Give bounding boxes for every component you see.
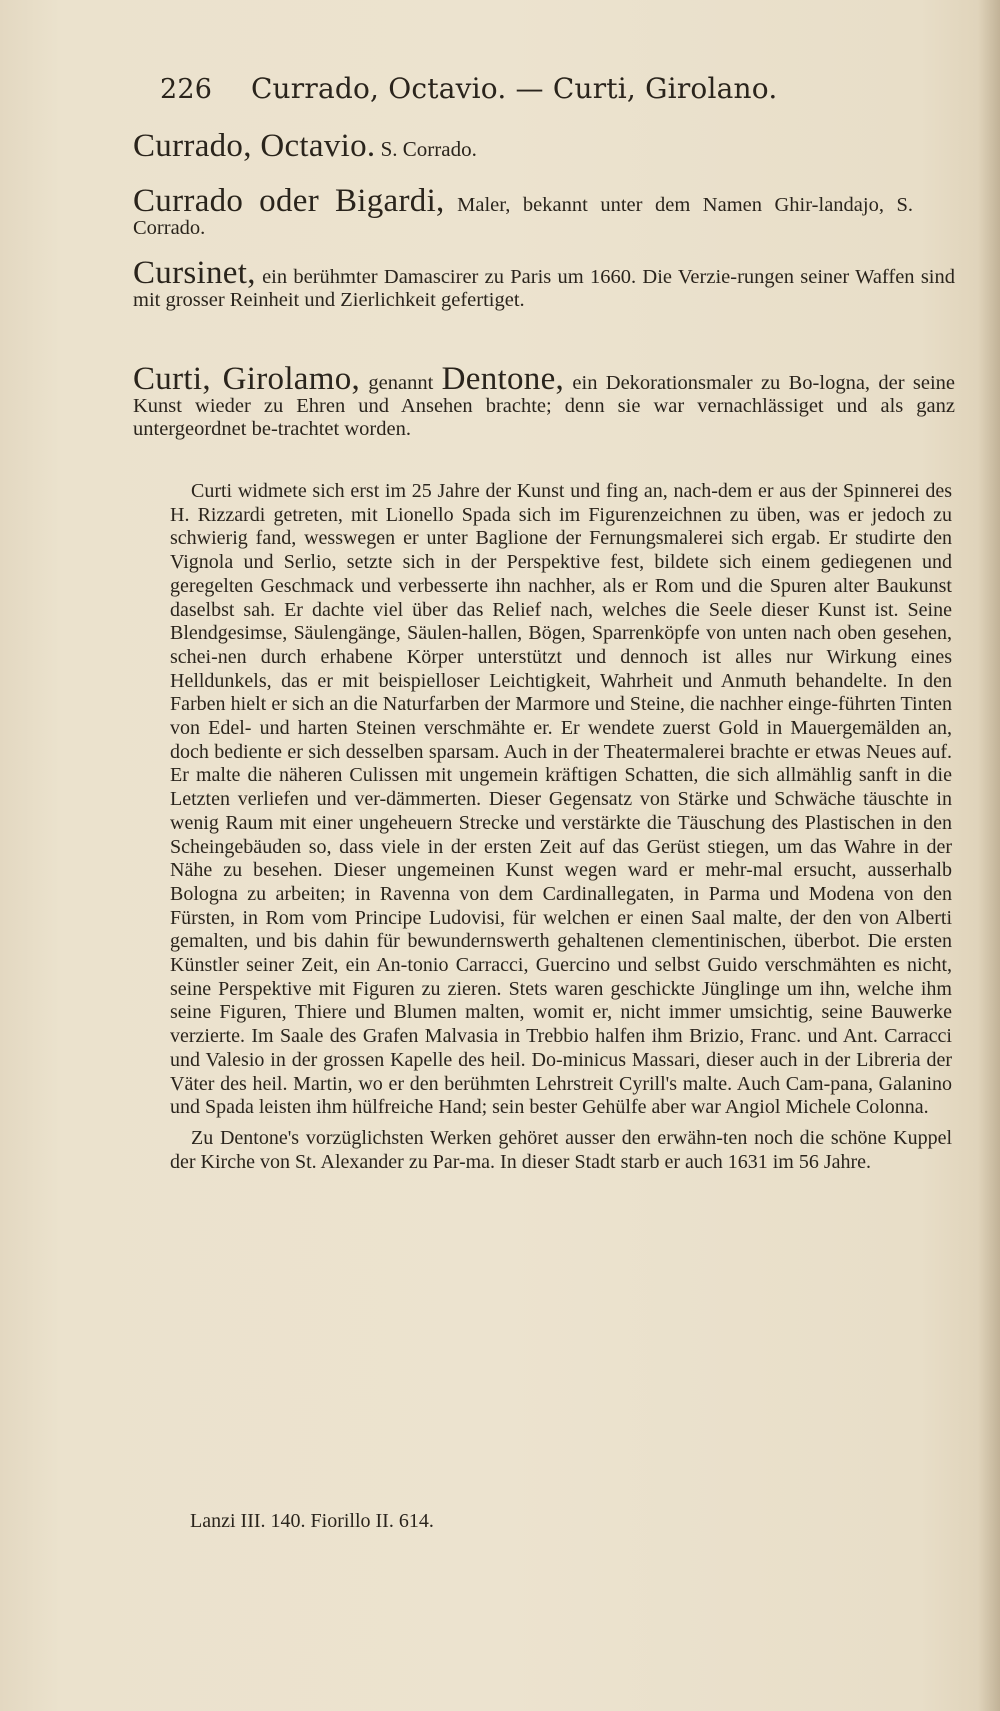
entry-text: ein Dekorationsmaler zu Bo-logna, der seine Kunst wieder zu Ehren und Ansehen brachte; denn sie war vernachlässiget und als ganz untergeordnet be-trachtet worden. xyxy=(133,372,955,440)
entry-body xyxy=(170,480,952,1174)
entry-headword: Curti, Girolamo, xyxy=(133,361,361,397)
page-edge-shadow xyxy=(978,0,1000,1711)
entry-currado-bigardi xyxy=(133,183,914,240)
entry-text-genannt: genannt xyxy=(368,372,434,394)
body-paragraph-1: Curti widmete sich erst im 25 Jahre der Kunst und fing an, nach-dem er aus der Spinnerei des H. Rizzardi getreten, mit Lionello Spada sich im Figurenzeichnen zu üben, was er jedoch zu schwierig fand, wesswegen er unter Baglione der Fernungsmalerei sich ergab. Er studirte den Vignola und Serlio, setzte sich in der Perspektive fest, bildete sich einem gediegenen und geregelten Geschmack und verbesserte ihn nachher, als er Rom und die Spuren alter Baukunst daselbst sah. Er dachte viel über das Relief nach, welches die Seele dieser Kunst ist. Seine Blendgesimse, Säulengänge, Säulen-hallen, Bögen, Sparrenköpfe von unten nach oben gesehen, schei-nen durch erhabene Körper unterstützt und dennoch ist alles nur Wirkung eines Helldunkels, das er mit beispielloser Leichtigkeit, Wahrheit und Anmuth behandelte. In den Farben hielt er sich an die Naturfarben der Marmore und Steine, die nachher einge-führten Tinten von Edel- und harten Steinen verschmähte er. Er wendete zuerst Gold in Mauergemälden an, doch bediente er sich desselben sparsam. Auch in der Theatermalerei brachte er etwas Neues auf. Er malte die näheren Culissen mit ungemein kräftigen Schatten, die sich allmählig sanft in die Letzten verliefen und ver-dämmerten. Dieser Gegensatz von Stärke und Schwäche täuschte in wenig Raum mit einer ungeheuern Strecke und verstärkte die Täuschung des Plastischen in den Scheingebäuden so, dass viele in der ersten Zeit auf das Gerüst stiegen, um das Wahre in der Nähe zu besehen. Dieser ungemeinen Kunst wegen ward er mehr-mal ersucht, ausserhalb Bologna zu arbeiten; in Ravenna von dem Cardinallegaten, in Parma und Modena von den Fürsten, in Rom vom Principe Ludovisi, für welchen er einen Saal malte, der den von Alberti gemalten, und bis dahin für bewundernswerth gehaltenen clementinischen, überbot. Die ersten Künstler seiner Zeit, ein An-tonio Carracci, Guercino und selbst Guido verschmähten es nicht, seine Perspektive mit Figuren zu zieren. Stets waren geschickte Jünglinge um ihn, welche ihm seine Figuren, Thiere und Blumen malten, womit er, nicht immer umsichtig, seine Bauwerke verzierte. Im Saale des Grafen Malvasia in Trebbio halfen ihm Brizio, Franc. und Ant. Carracci und Valesio in der grossen Kapelle des heil. Do-minicus Massari, dieser auch in der Libreria der Väter des heil. Martin, wo er den berühmten Lehrstreit Cyrill's malte. Auch Cam-pana, Galanino und Spada leisten ihm hülfreiche Hand; sein bester Gehülfe aber war Angiol Michele Colonna. xyxy=(170,480,952,1119)
citation: Lanzi III. 140. Fiorillo II. 614. xyxy=(190,1510,434,1532)
entry-curti-girolamo xyxy=(133,361,955,441)
entry-headword: Cursinet, xyxy=(133,255,256,291)
header-title: Currado, Octavio. — Curti, Girolano. xyxy=(250,72,778,105)
entry-cursinet xyxy=(133,255,956,312)
entry-headword-alias: Dentone, xyxy=(441,361,565,397)
entry-text: S. Corrado. xyxy=(380,137,477,161)
page-number: 226 xyxy=(160,74,213,105)
entry-currado-octavio xyxy=(133,128,953,164)
entry-headword: Currado, Octavio. xyxy=(133,128,376,164)
entry-text: ein berühmter Damascirer zu Paris um 1660. Die Verzie-rungen seiner Waffen sind mit grosser Reinheit und Zierlichkeit gefertiget. xyxy=(133,266,956,311)
entry-text: Maler, bekannt unter dem Namen Ghir-landajo, S. Corrado. xyxy=(133,194,914,239)
running-header xyxy=(160,72,920,105)
entry-headword: Currado oder Bigardi, xyxy=(133,183,445,219)
body-paragraph-2: Zu Dentone's vorzüglichsten Werken gehöret ausser den erwähn-ten noch die schöne Kuppel der Kirche von St. Alexander zu Par-ma. In dieser Stadt starb er auch 1631 im 56 Jahre. xyxy=(170,1126,952,1173)
